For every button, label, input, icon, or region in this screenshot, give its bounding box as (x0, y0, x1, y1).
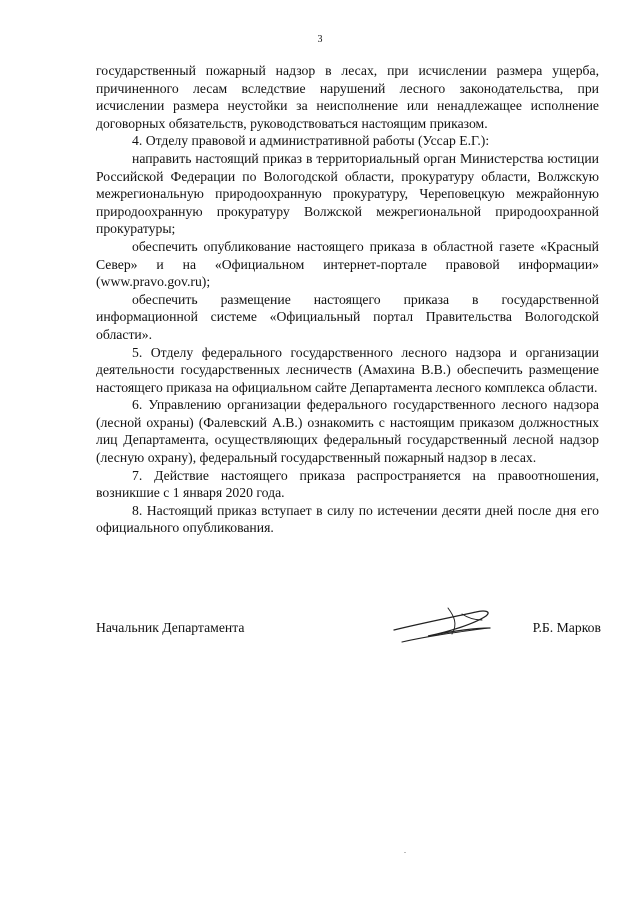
signatory-name: Р.Б. Марков (532, 620, 601, 635)
paragraph-item-4-publish: обеспечить опубликование настоящего приказа в областной газете «Красный Север» и на «Официальном интернет-портале правовой информации» (www.pravo.gov.ru); (96, 238, 599, 290)
signature-block (96, 620, 601, 650)
paragraph-1: государственный пожарный надзор в лесах, при исчислении размера ущерба, причиненного лесам вследствие нарушений лесного законодательства, при исчислении размера неустойки за неисполнение или ненадлежащее исполнение договорных обязательств, руководствоваться настоящим приказом. (96, 63, 599, 131)
paragraph-item-7: 7. Действие настоящего приказа распространяется на правоотношения, возникшие с 1 января 2020 года. (96, 467, 599, 501)
paragraph-item-4-place: обеспечить размещение настоящего приказа в государственной информационной системе «Официальный портал Правительства Вологодской области». (96, 291, 599, 342)
paragraph-item-4: 4. Отделу правовой и административной работы (Уссар Е.Г.): (132, 133, 490, 149)
paragraph-item-4-send: направить настоящий приказ в территориальный орган Министерства юстиции Российской Федерации по Вологодской области, прокуратуру области, Волжскую межрегиональную природоохранную прокуратуру, Череповецкую межрайонную природоохранную прокуратуру Волжской межрегиональной природоохранной прокуратуры; (96, 150, 599, 237)
handwritten-signature (388, 602, 498, 648)
scan-artifact (404, 852, 406, 853)
paragraph-item-5: 5. Отделу федерального государственного лесного надзора и организации деятельности государственных лесничеств (Амахина В.В.) обеспечить размещение настоящего приказа на официальном сайте Департамента лесного комплекса области. (96, 344, 599, 395)
signatory-title: Начальник Департамента (96, 620, 245, 635)
page-number: 3 (317, 34, 323, 45)
paragraph-item-8: 8. Настоящий приказ вступает в силу по истечении десяти дней после дня его официального опубликования. (96, 502, 599, 536)
document-body (96, 62, 599, 537)
paragraph-item-6: 6. Управлению организации федерального государственного лесного надзора (лесной охраны) (Фалевский А.В.) ознакомить с настоящим приказом должностных лиц Департамента, осуществляющих федеральный государственный лесной надзор (лесную охрану), федеральный государственный пожарный надзор в лесах. (96, 397, 599, 466)
